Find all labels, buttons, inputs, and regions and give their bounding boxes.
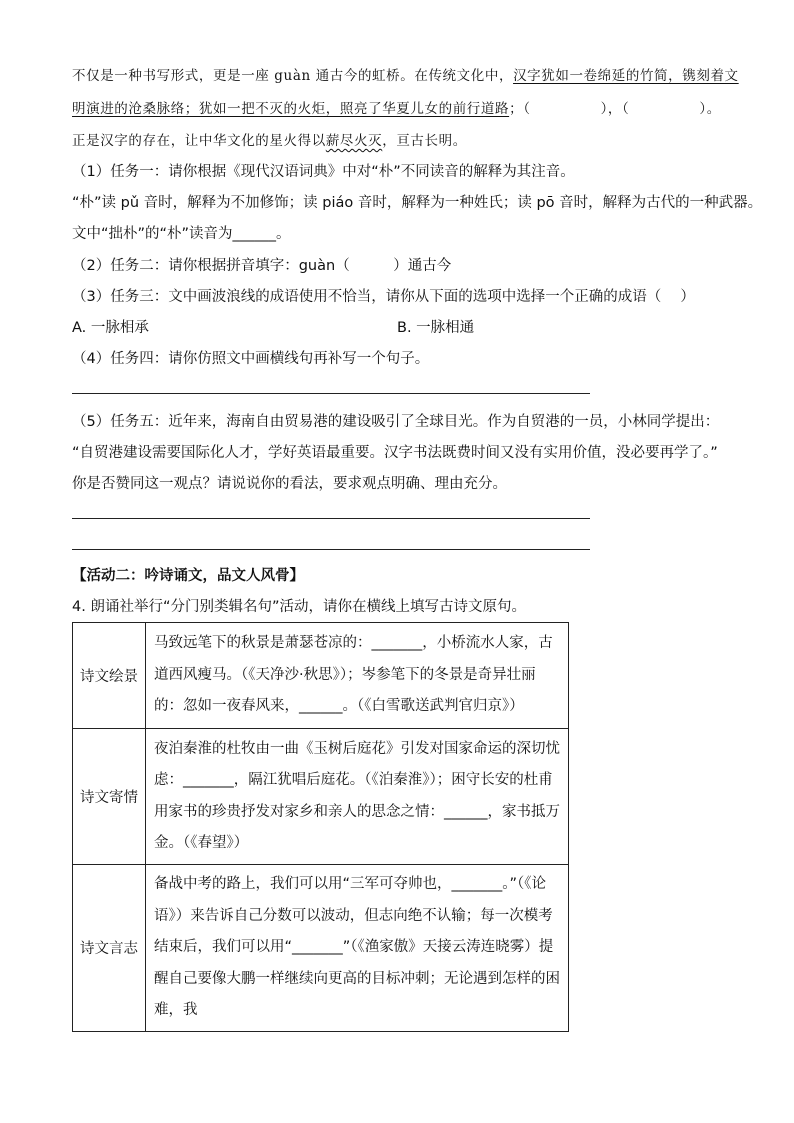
answer-line bbox=[72, 518, 590, 519]
task-5-question: 你是否赞同这一观点？请说说你的看法，要求观点明确、理由充分。 bbox=[72, 476, 507, 492]
table-text: 马致远笔下的秋景是萧瑟苍凉的：_______，小桥流水人家，古道西风瘦马。（《天净沙·秋思》）；岑参笔下的冬景是奇异壮丽的：忽如一夜春风来，______。（《白雪歌送武判官归京》） bbox=[146, 623, 569, 729]
answer-line bbox=[72, 393, 590, 394]
passage-text: ），（ bbox=[600, 101, 630, 117]
task-4: （4）任务四：请你仿照文中画横线句再补写一个句子。 bbox=[72, 351, 430, 367]
activity-heading: 【活动二：吟诗诵文，品文人风骨】 bbox=[72, 568, 304, 584]
option-b: B. 一脉相通 bbox=[397, 320, 475, 336]
underlined-sentence: 明演进的沧桑脉络；犹如一把不灭的火炬，照亮了华夏儿女的前行道路 bbox=[72, 101, 510, 117]
question-4: 4. 朗诵社举行“分门别类辑名句”活动，请你在横线上填写古诗文原句。 bbox=[72, 599, 526, 615]
option-a: A. 一脉相承 bbox=[72, 320, 149, 336]
passage-text: 不仅是一种书写形式，更是一座 guàn 通古今的虹桥。在传统文化中， bbox=[72, 68, 514, 84]
passage-text: ）。 bbox=[699, 101, 721, 117]
table-row bbox=[73, 729, 569, 865]
table-text: 备战中考的路上，我们可以用“三军可夺帅也，_______。”（《论语》）来告诉自己分数可以波动，但志向绝不认输；每一次模考结束后，我们可以用“_______”（《渔家傲》天接云涛连晓雾）提醒自己要像大鹏一样继续向更高的目标冲刺；无论遇到怎样的困难，我 bbox=[146, 865, 569, 1032]
table-category: 诗文寄情 bbox=[73, 729, 146, 865]
passage-line-1 bbox=[72, 66, 739, 86]
table-text: 夜泊秦淮的杜牧由一曲《玉树后庭花》引发对国家命运的深切忧虑：_______，隔江犹唱后庭花。（《泊秦淮》）；困守长安的杜甫用家书的珍贵抒发对家乡和亲人的思念之情：______，家书抵万金。（《春望》） bbox=[146, 729, 569, 865]
task-1-question: 文中“拙朴”的“朴”读音为______。 bbox=[72, 226, 291, 242]
table-row bbox=[73, 865, 569, 1032]
task-1: （1）任务一：请你根据《现代汉语词典》中对“朴”不同读音的解释为其注音。 bbox=[72, 164, 575, 180]
table-category: 诗文言志 bbox=[73, 865, 146, 1032]
poem-table bbox=[72, 622, 569, 1032]
task-2: （2）任务二：请你根据拼音填字：guàn（ ）通古今 bbox=[72, 258, 452, 274]
passage-text: ，亘古长明。 bbox=[382, 133, 467, 149]
passage-line-3 bbox=[72, 131, 467, 151]
wavy-idiom: 薪尽火灭 bbox=[325, 133, 383, 149]
passage-text: 正是汉字的存在，让中华文化的星火得以 bbox=[72, 133, 326, 149]
task-3: （3）任务三：文中画波浪线的成语使用不恰当，请你从下面的选项中选择一个正确的成语（ ） bbox=[72, 289, 695, 305]
task-5: （5）任务五：近年来，海南自由贸易港的建设吸引了全球目光。作为自贸港的一员，小林同学提出： bbox=[72, 414, 720, 430]
table-row bbox=[73, 623, 569, 729]
underlined-sentence: 汉字犹如一卷绵延的竹简，镌刻着文 bbox=[513, 68, 739, 84]
table-category: 诗文绘景 bbox=[73, 623, 146, 729]
task-1-explanation: “朴”读 pǔ 音时，解释为不加修饰；读 piáo 音时，解释为一种姓氏；读 pō 音时，解释为古代的一种武器。 bbox=[72, 195, 763, 211]
passage-text: ；（ bbox=[509, 101, 531, 117]
passage-line-2 bbox=[72, 99, 721, 119]
answer-line bbox=[72, 549, 590, 550]
task-5-quote: “自贸港建设需要国际化人才，学好英语最重要。汉字书法既费时间又没有实用价值，没必要再学了。” bbox=[72, 445, 718, 461]
